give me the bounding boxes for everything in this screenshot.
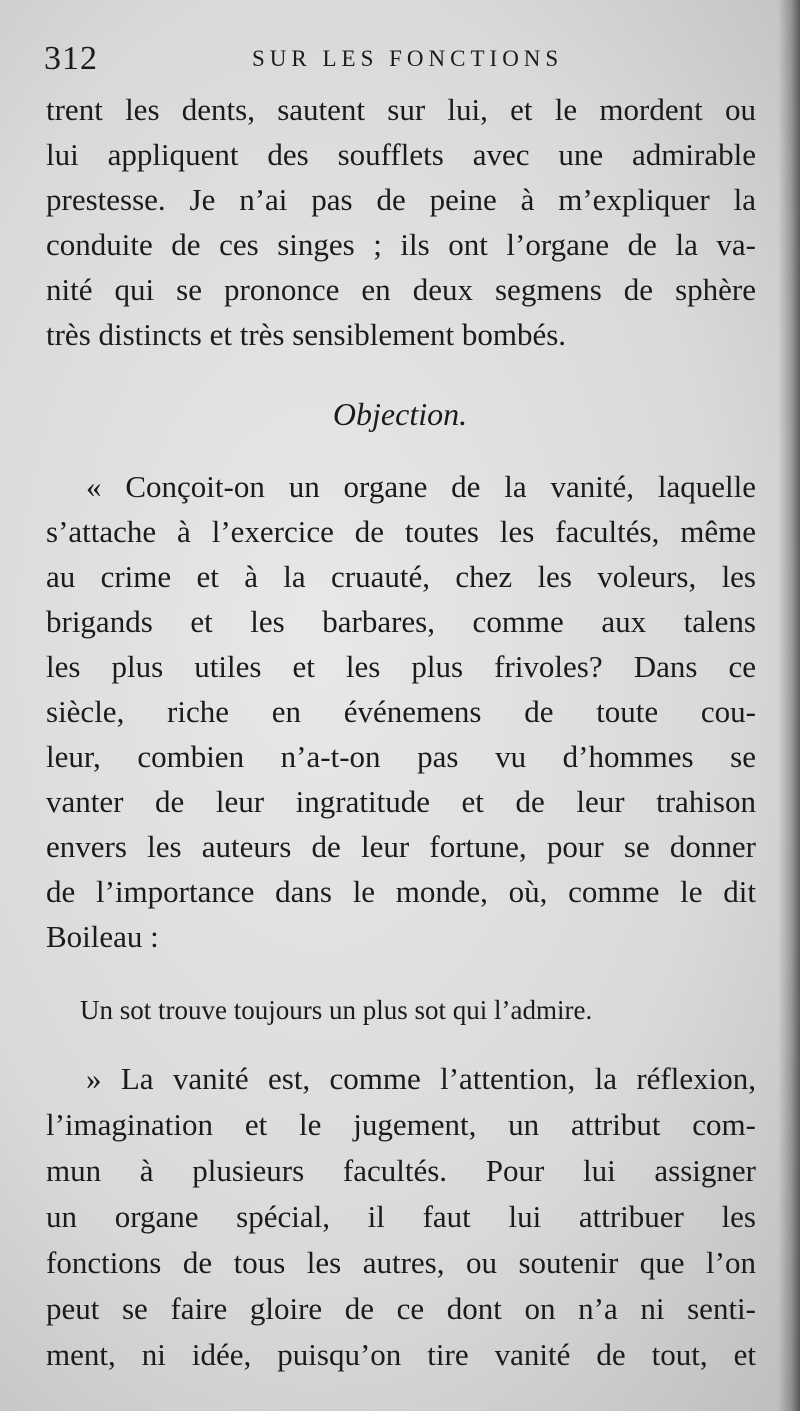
- text-line: conduite de ces singes ; ils ont l’organe de la va-: [46, 227, 756, 262]
- text-line: un organe spécial, il faut lui attribuer les: [46, 1199, 756, 1234]
- text-line: Boileau :: [46, 919, 159, 954]
- text-line: au crime et à la cruauté, chez les voleurs, les: [46, 559, 756, 594]
- text-line: très distincts et très sensiblement bombés.: [46, 317, 567, 352]
- running-head: [40, 40, 760, 80]
- text-line: les plus utiles et les plus frivoles? Dans ce: [46, 649, 756, 684]
- text-line: siècle, riche en événemens de toute cou-: [46, 694, 756, 729]
- text-line: mun à plusieurs facultés. Pour lui assigner: [46, 1153, 756, 1188]
- text-line: lui appliquent des soufflets avec une admirable: [46, 137, 756, 172]
- page-number: 312: [44, 40, 98, 77]
- text-line: prestesse. Je n’ai pas de peine à m’expliquer la: [46, 182, 756, 217]
- text-line: envers les auteurs de leur fortune, pour se donner: [46, 829, 756, 864]
- text-line: » La vanité est, comme l’attention, la réflexion,: [86, 1061, 756, 1096]
- text-line: leur, combien n’a-t-on pas vu d’hommes se: [46, 739, 756, 774]
- text-line: vanter de leur ingratitude et de leur trahison: [46, 784, 756, 819]
- text-line: ment, ni idée, puisqu’on tire vanité de tout, et: [46, 1337, 756, 1372]
- text-line: peut se faire gloire de ce dont on n’a ni senti-: [46, 1291, 756, 1326]
- text-line: s’attache à l’exercice de toutes les facultés, même: [46, 514, 756, 549]
- section-heading: Objection.: [332, 396, 468, 432]
- verse-quotation: Un sot trouve toujours un plus sot qui l’admire.: [80, 995, 593, 1025]
- text-line: nité qui se prononce en deux segmens de sphère: [46, 272, 756, 307]
- text-line: trent les dents, sautent sur lui, et le mordent ou: [46, 92, 756, 127]
- text-line: l’imagination et le jugement, un attribut com-: [46, 1107, 756, 1142]
- text-line: de l’importance dans le monde, où, comme le dit: [46, 874, 756, 909]
- text-line: fonctions de tous les autres, ou soutenir que l’on: [46, 1245, 756, 1280]
- text-line: brigands et les barbares, comme aux talens: [46, 604, 756, 639]
- running-title: SUR LES FONCTIONS: [252, 46, 564, 71]
- page-spine-shadow: [778, 0, 800, 1411]
- text-line: « Conçoit-on un organe de la vanité, laquelle: [86, 469, 756, 504]
